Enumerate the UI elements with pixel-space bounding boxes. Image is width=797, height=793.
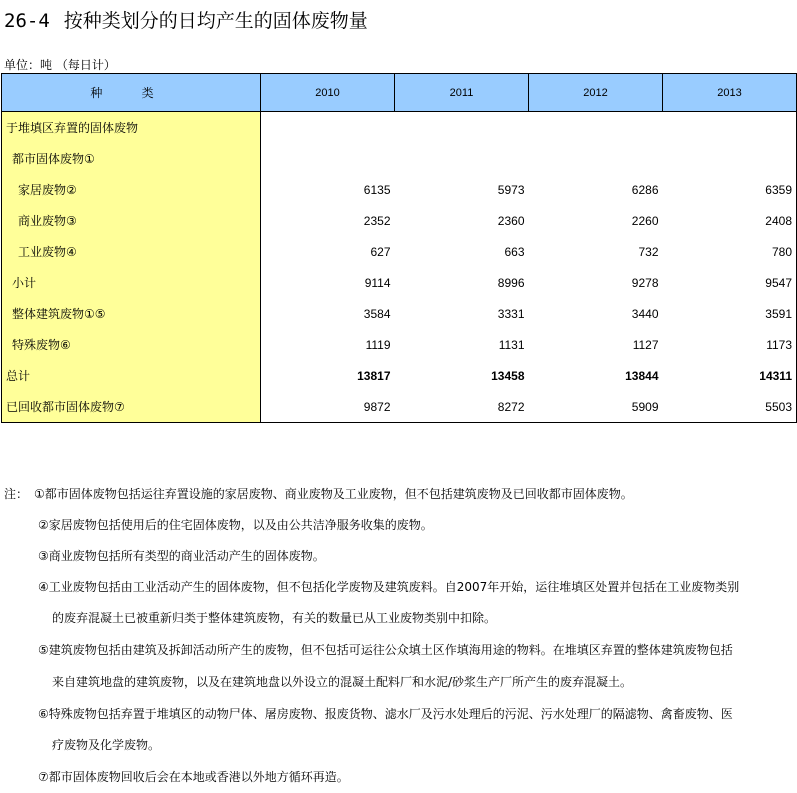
row-label: 总计 (2, 360, 261, 391)
table-row (2, 143, 797, 174)
cell-value: 5503 (663, 391, 797, 423)
row-label: 工业废物④ (2, 236, 261, 267)
table-header-row (2, 74, 797, 112)
page-title (4, 6, 368, 33)
cell-value (529, 143, 663, 174)
footnote-line: ⑤建筑废物包括由建筑及拆卸活动所产生的废物，但不包括可运往公众填土区作填海用途的物料。在堆填区弃置的整体建筑废物包括 (38, 643, 733, 657)
waste-table (1, 73, 797, 423)
cell-value: 8996 (497, 275, 525, 290)
cell-value (395, 112, 529, 144)
table-row (2, 267, 797, 298)
cell-value: 13817 (357, 368, 391, 383)
row-label: 小计 (2, 267, 261, 298)
cell-value (261, 112, 395, 144)
cell-value: 2260 (631, 213, 659, 228)
row-label: 特殊废物⑥ (2, 329, 261, 360)
cell-value: 9547 (663, 267, 797, 298)
cell-value: 780 (663, 236, 797, 267)
table-number: 26-4 (4, 10, 50, 32)
footnote-line: ①都市固体废物包括运往弃置设施的家居废物、商业废物及工业废物，但不包括建筑废物及已回收都市固体废物。 (34, 487, 633, 501)
row-label: 整体建筑废物①⑤ (2, 298, 261, 329)
cell-value: 5973 (497, 182, 525, 197)
header-category: 种 类 (2, 74, 261, 112)
cell-value: 9278 (631, 275, 659, 290)
row-label: 已回收都市固体废物⑦ (2, 391, 261, 423)
cell-value: 9114 (364, 275, 391, 290)
table-row (2, 391, 797, 423)
cell-value: 13844 (625, 368, 659, 383)
table-row (2, 205, 797, 236)
header-year: 2010 (261, 74, 395, 112)
row-label: 都市固体废物① (2, 143, 261, 174)
footnote-line: ⑥特殊废物包括弃置于堆填区的动物尸体、屠房废物、报废货物、滤水厂及污水处理后的污泥、污水处理厂的隔滤物、禽畜废物、医 (38, 707, 733, 721)
notes-label: 注： (4, 487, 29, 501)
cell-value: 1119 (365, 337, 391, 352)
cell-value: 732 (638, 244, 659, 259)
footnote-line: ⑦都市固体废物回收后会在本地或香港以外地方循环再造。 (38, 770, 349, 784)
footnote-line: 疗废物及化学废物。 (52, 738, 161, 752)
footnote-line: ③商业废物包括所有类型的商业活动产生的固体废物。 (38, 549, 325, 563)
table-row-total (2, 360, 797, 391)
table-row (2, 174, 797, 205)
table-row (2, 236, 797, 267)
cell-value: 2352 (363, 213, 391, 228)
cell-value: 3440 (631, 306, 659, 321)
cell-value: 6135 (363, 182, 391, 197)
footnote-line: 的废弃混凝土已被重新归类于整体建筑废物，有关的数量已从工业废物类别中扣除。 (52, 611, 497, 625)
cell-value: 2408 (663, 205, 797, 236)
table-title: 按种类划分的日均产生的固体废物量 (63, 10, 368, 32)
header-year: 2011 (395, 74, 529, 112)
row-label: 于堆填区弃置的固体废物 (2, 112, 261, 144)
cell-value: 2360 (497, 213, 525, 228)
cell-value: 3331 (497, 306, 525, 321)
header-year: 2012 (529, 74, 663, 112)
row-label: 家居废物② (2, 174, 261, 205)
cell-value (663, 143, 797, 174)
table-row (2, 298, 797, 329)
unit-label: 单位：吨 （每日计） (4, 58, 116, 72)
table-row (2, 112, 797, 144)
cell-value (395, 143, 529, 174)
footnote-line: ②家居废物包括使用后的住宅固体废物，以及由公共洁净服务收集的废物。 (38, 518, 433, 532)
cell-value: 6359 (663, 174, 797, 205)
cell-value: 3591 (663, 298, 797, 329)
footnote-line: ④工业废物包括由工业活动产生的固体废物，但不包括化学废物及建筑废料。自2007年开始，运往堆填区处置并包括在工业废物类别 (38, 580, 740, 594)
table-row (2, 329, 797, 360)
cell-value (529, 112, 663, 144)
cell-value: 13458 (491, 368, 525, 383)
cell-value: 627 (370, 244, 391, 259)
cell-value: 1173 (663, 329, 797, 360)
footnote-line: 来自建筑地盘的建筑废物，以及在建筑地盘以外设立的混凝土配料厂和水泥/砂浆生产厂所产生的废弃混凝土。 (52, 675, 633, 689)
cell-value (261, 143, 395, 174)
cell-value: 1127 (632, 337, 659, 352)
cell-value: 5909 (529, 391, 663, 423)
cell-value: 6286 (631, 182, 659, 197)
cell-value: 8272 (395, 391, 529, 423)
row-label: 商业废物③ (2, 205, 261, 236)
cell-value: 9872 (261, 391, 395, 423)
cell-value (663, 112, 797, 144)
cell-value: 1131 (498, 337, 525, 352)
cell-value: 3584 (363, 306, 391, 321)
header-year: 2013 (663, 74, 797, 112)
cell-value: 663 (504, 244, 525, 259)
cell-value: 14311 (663, 360, 797, 391)
